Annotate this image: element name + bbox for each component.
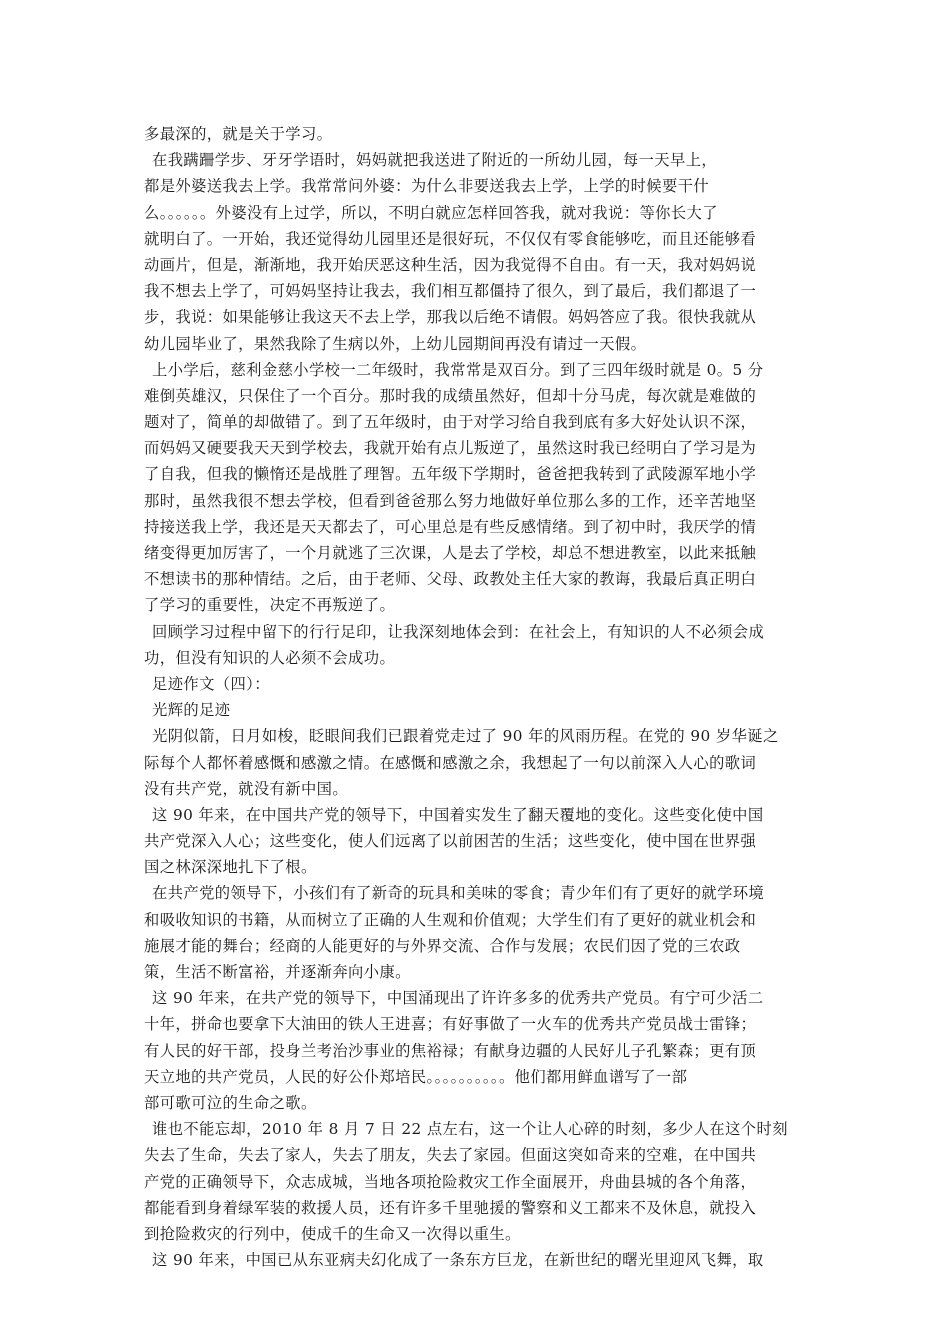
text-line: 有人民的好干部，投身兰考治沙事业的焦裕禄；有献身边疆的人民好儿子孔繁森；更有顶 [144, 1041, 757, 1060]
text-line: 这 90 年来，中国已从东亚病夫幻化成了一条东方巨龙，在新世纪的曙光里迎风飞舞，取 [152, 1251, 764, 1270]
text-line: 部可歌可泣的生命之歌。 [144, 1093, 317, 1112]
text-line: 么。。。。。。外婆没有上过学，所以，不明白就应怎样回答我，就对我说：等你长大了 [144, 203, 718, 222]
text-line: 际每个人都怀着感慨和感激之情。在感慨和感激之余，我想起了一句以前深入人心的歌词 [144, 753, 757, 772]
text-line: 都能看到身着绿军装的救援人员，还有许多千里驰援的警察和义工都来不及休息，就投入 [144, 1198, 757, 1217]
text-line: 共产党深入人心；这些变化，使人们远离了以前困苦的生活；这些变化，使中国在世界强 [144, 832, 757, 851]
text-line: 十年，拼命也要拿下大油田的铁人王进喜；有好事做了一火车的优秀共产党员战士雷锋； [144, 1015, 757, 1034]
text-line: 那时，虽然我很不想去学校，但看到爸爸那么努力地做好单位那么多的工作，还辛苦地坚 [144, 491, 757, 510]
text-line: 多最深的，就是关于学习。 [144, 125, 333, 143]
text-line: 没有共产党，就没有新中国。 [144, 779, 349, 798]
text-line: 就明白了。一开始，我还觉得幼儿园里还是很好玩，不仅仅有零食能够吃，而且还能够看 [144, 229, 757, 248]
text-line: 都是外婆送我去上学。我常常问外婆：为什么非要送我去上学，上学的时候要干什 [144, 177, 710, 196]
text-line: 幼儿园毕业了，果然我除了生病以外，上幼儿园期间再没有请过一天假。 [144, 334, 647, 353]
text-line: 回顾学习过程中留下的行行足印，让我深刻地体会到：在社会上，有知识的人不必须会成 [152, 622, 765, 641]
text-line: 国之林深深地扎下了根。 [144, 858, 317, 877]
text-line: 不想读书的那种情结。之后，由于老师、父母、政教处主任大家的教诲，我最后真正明白 [144, 570, 757, 589]
text-line: 光辉的足迹 [152, 701, 231, 720]
text-line: 在我蹒跚学步、牙牙学语时，妈妈就把我送进了附近的一所幼儿园，每一天早上， [152, 151, 718, 170]
text-line: 施展才能的舞台；经商的人能更好的与外界交流、合作与发展；农民们因了党的三农政 [144, 936, 741, 955]
text-line: 了学习的重要性，决定不再叛逆了。 [144, 596, 396, 615]
text-line: 了自我，但我的懒惰还是战胜了理智。五年级下学期时，爸爸把我转到了武陵源军地小学 [144, 465, 757, 484]
text-line: 上小学后，慈利金慈小学校一二年级时，我常常是双百分。到了三四年级时就是 0。5 分 [152, 360, 764, 379]
text-line: 足迹作文（四）： [152, 674, 270, 693]
text-line: 失去了生命，失去了家人，失去了朋友，失去了家园。但面这突如奇来的空难，在中国共 [144, 1146, 757, 1165]
text-line: 在共产党的领导下，小孩们有了新奇的玩具和美味的零食；青少年们有了更好的就学环境 [152, 884, 765, 903]
text-line: 这 90 年来，在共产党的领导下，中国涌现出了许许多多的优秀共产党员。有宁可少活二 [152, 989, 764, 1008]
text-line: 我不想去上学了，可妈妈坚持让我去，我们相互都僵持了很久，到了最后，我们都退了一 [144, 282, 757, 301]
text-line: 步，我说：如果能够让我这天不去上学，那我以后绝不请假。妈妈答应了我。很快我就从 [144, 308, 757, 327]
text-line: 题对了，简单的却做错了。到了五年级时，由于对学习给自我到底有多大好处认识不深， [144, 413, 757, 432]
text-line: 而妈妈又硬要我天天到学校去，我就开始有点儿叛逆了，虽然这时我已经明白了学习是为 [144, 439, 757, 458]
text-line: 谁也不能忘却，2010 年 8 月 7 日 22 点左右，这一个让人心碎的时刻，多少人在这个时刻 [152, 1120, 788, 1139]
text-line: 持接送我上学，我还是天天都去了，可心里总是有些反感情绪。到了初中时，我厌学的情 [144, 517, 757, 536]
text-line: 难倒英雄汉，只保住了一个百分。那时我的成绩虽然好，但却十分马虎，每次就是难做的 [144, 386, 757, 405]
text-line: 产党的正确领导下，众志成城，当地各项抢险救灾工作全面展开，舟曲县城的各个角落， [144, 1172, 757, 1191]
text-line: 到抢险救灾的行列中，使成千的生命又一次得以重生。 [144, 1224, 521, 1243]
document-body [144, 121, 809, 1273]
text-line: 光阴似箭，日月如梭，眨眼间我们已跟着党走过了 90 年的风雨历程。在党的 90 岁华诞之 [152, 727, 779, 746]
text-line: 天立地的共产党员，人民的好公仆郑培民。。。。。。。。。。他们都用鲜血谱写了一部 [144, 1067, 688, 1086]
text-line: 这 90 年来，在中国共产党的领导下，中国着实发生了翻天覆地的变化。这些变化使中国 [152, 805, 764, 824]
text-line: 和吸收知识的书籍，从而树立了正确的人生观和价值观；大学生们有了更好的就业机会和 [144, 910, 757, 929]
text-line: 功，但没有知识的人必须不会成功。 [144, 648, 396, 667]
text-line: 动画片，但是，渐渐地，我开始厌恶这种生活，因为我觉得不自由。有一天，我对妈妈说 [144, 255, 757, 274]
text-line: 绪变得更加厉害了，一个月就逃了三次课，人是去了学校，却总不想进教室，以此来抵触 [144, 544, 757, 562]
text-line: 策，生活不断富裕，并逐渐奔向小康。 [144, 963, 411, 981]
